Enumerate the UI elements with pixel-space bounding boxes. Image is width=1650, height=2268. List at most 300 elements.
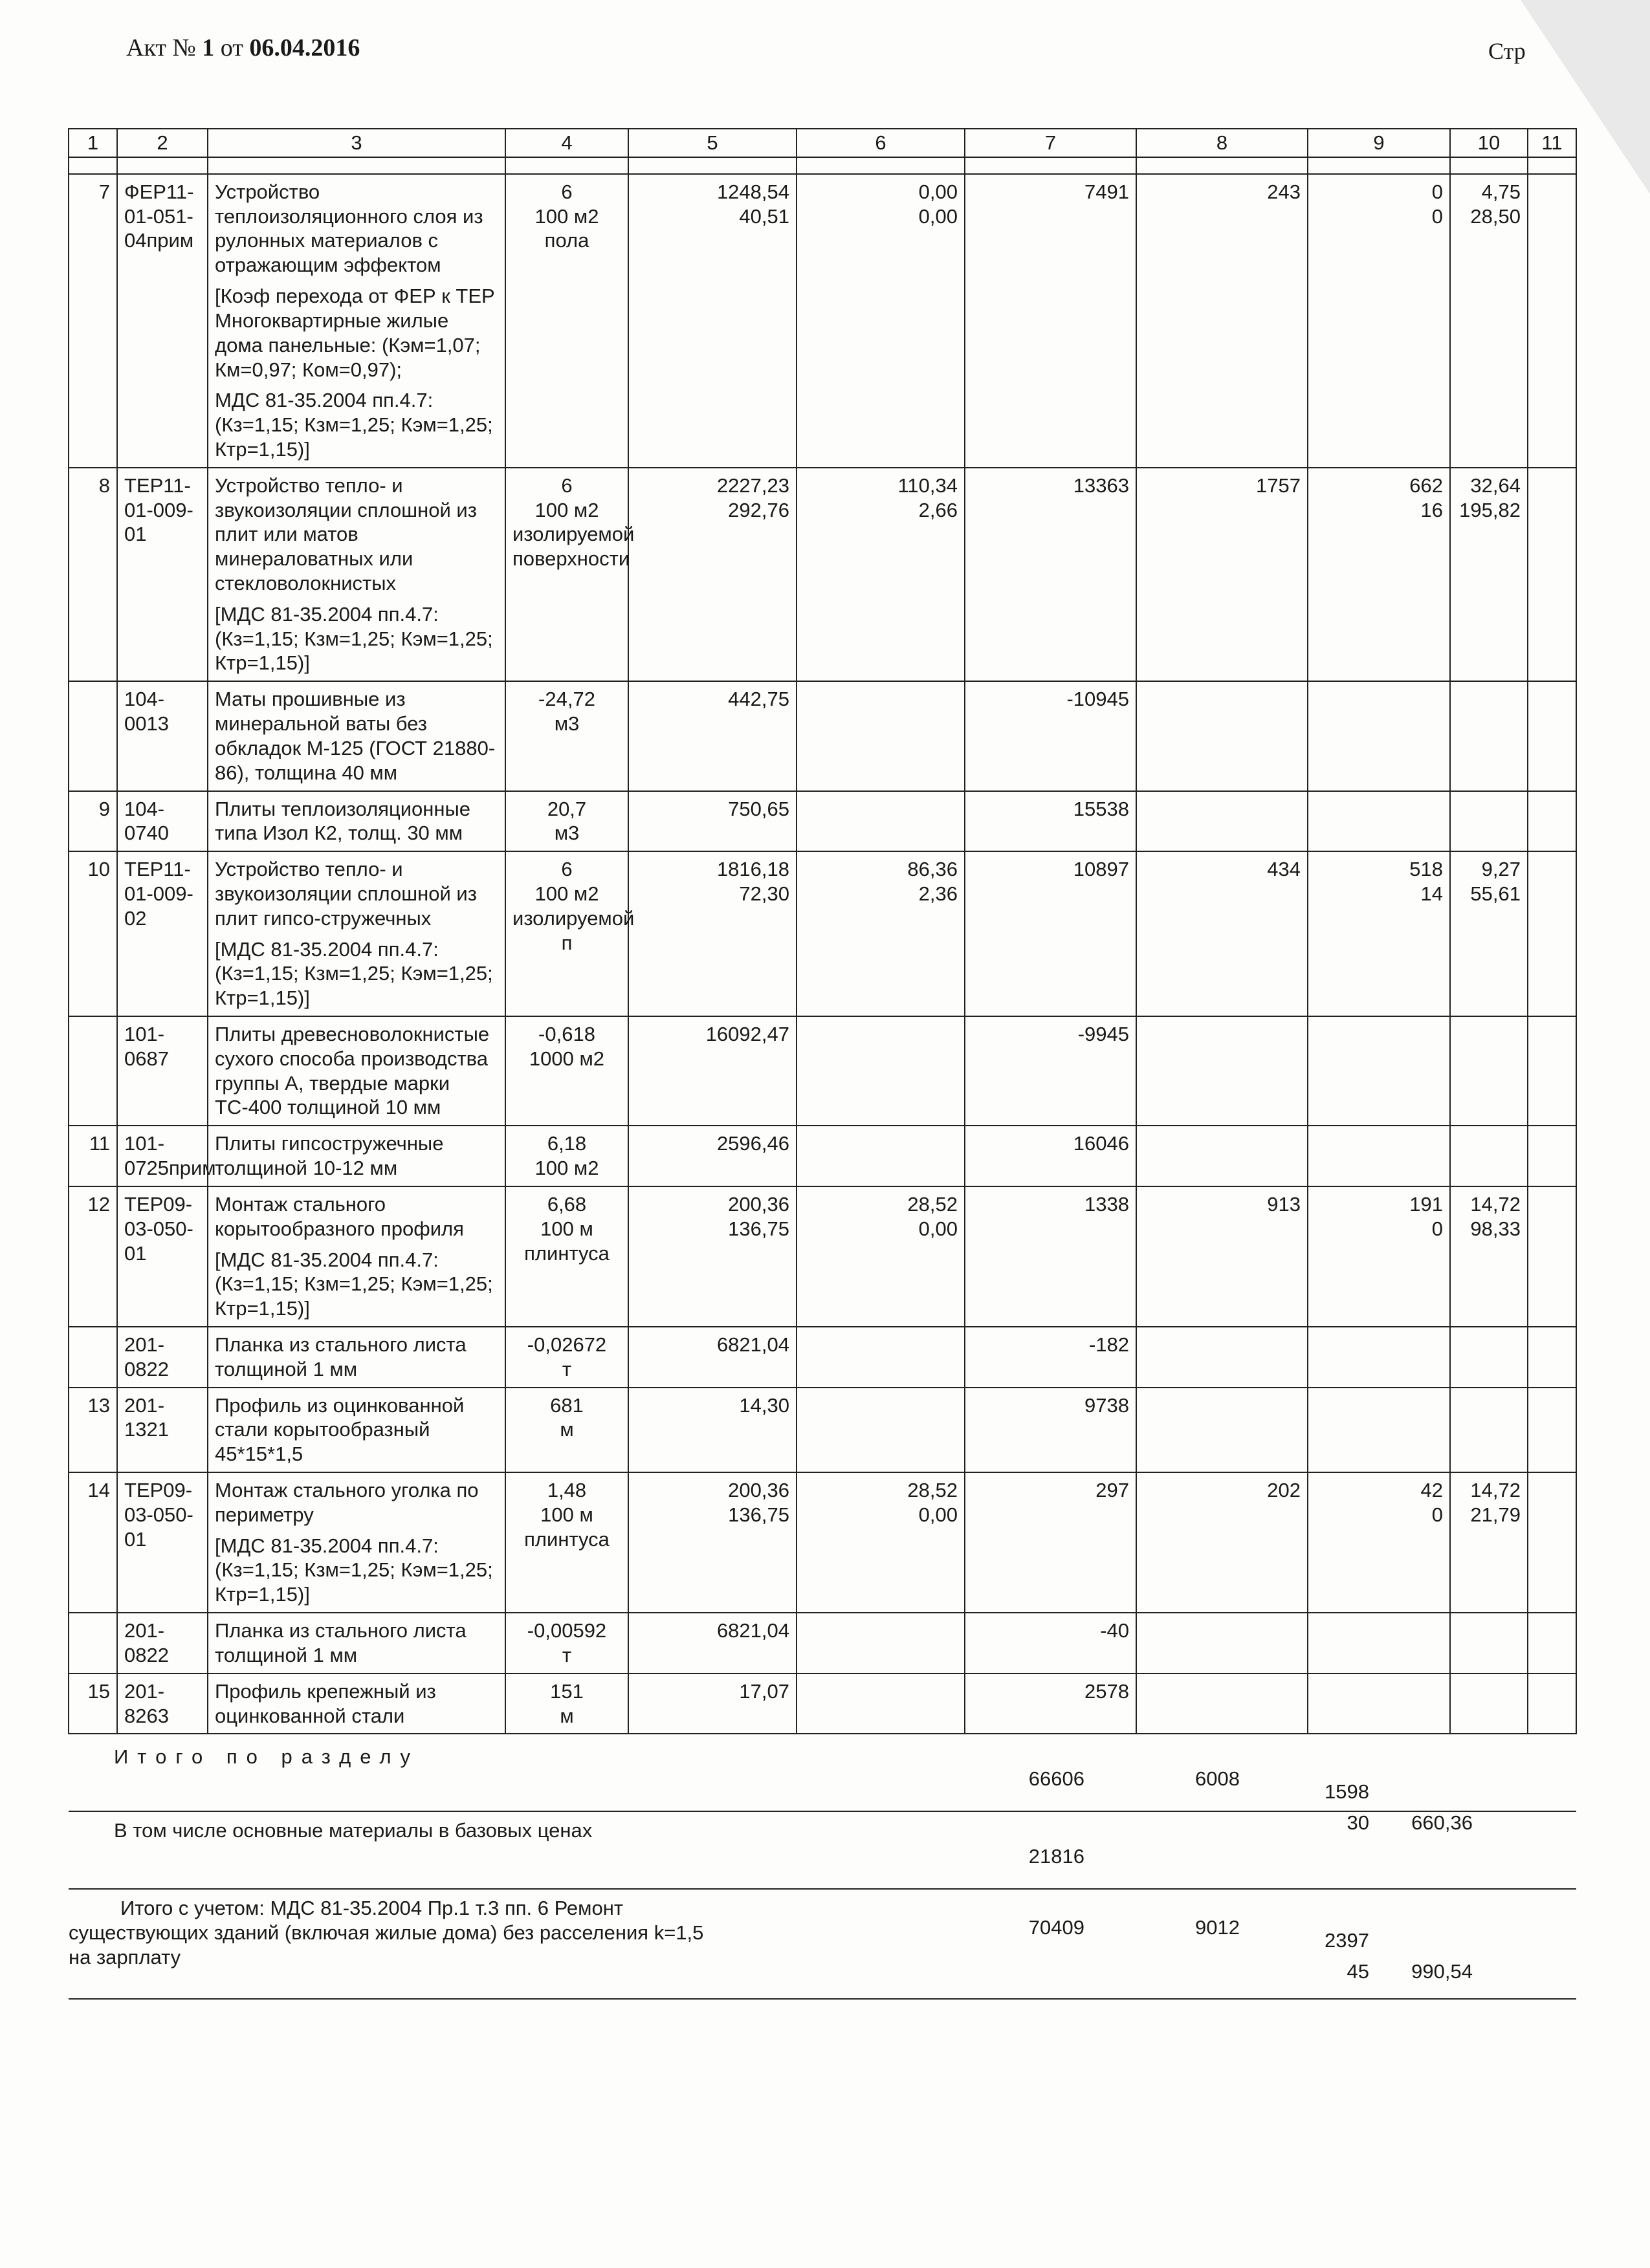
totals-block	[69, 1896, 1576, 1993]
position-number	[69, 1674, 117, 1734]
machine-wage	[1308, 791, 1450, 852]
act-from: от	[220, 34, 243, 61]
extra-column	[1528, 1327, 1576, 1388]
unit: т	[562, 1357, 572, 1380]
extra-column	[1528, 791, 1576, 852]
wage-cost	[1136, 851, 1308, 1016]
rate-code-text: ТЕР11-01-009-02	[124, 858, 193, 930]
quantity-unit	[505, 1016, 628, 1126]
total-cost	[965, 1472, 1136, 1613]
total-cost-value: -9945	[1077, 1023, 1129, 1045]
labor-hours-value: 98,33	[1470, 1217, 1521, 1240]
machine-wage-value: 191	[1409, 1192, 1443, 1216]
position-number-text: 10	[87, 858, 110, 881]
column-number: 1	[69, 129, 117, 157]
quantity-unit	[505, 681, 628, 791]
work-name-text: Профиль из оцинкованной стали корытообразный 45*15*1,5	[215, 1393, 465, 1466]
wage-cost	[1136, 1674, 1308, 1734]
total-cost	[965, 851, 1136, 1016]
wage-cost	[1136, 681, 1308, 791]
work-note: [МДС 81-35.2004 пп.4.7: (Кз=1,15; Кзм=1,25; Кэм=1,25; Ктр=1,15)]	[215, 602, 493, 675]
unit-price-value: 2596,46	[716, 1132, 789, 1155]
labor-hours	[1450, 1126, 1528, 1186]
wage-cost	[1136, 468, 1308, 682]
work-name	[208, 1016, 505, 1126]
totals-labor-hours: 660,36	[1411, 1811, 1473, 1835]
rate-code	[117, 468, 208, 682]
position-number	[69, 791, 117, 852]
totals-label: В том числе основные материалы в базовых ценах	[114, 1819, 593, 1842]
unit-price	[628, 1016, 797, 1126]
unit: м	[560, 1418, 574, 1441]
work-name-text: Плиты гипсостружечные толщиной 10-12 мм	[215, 1132, 444, 1180]
work-note: [МДС 81-35.2004 пп.4.7: (Кз=1,15; Кзм=1,25; Кэм=1,25; Ктр=1,15)]	[215, 1534, 493, 1606]
unit-price-value: 1816,18	[716, 858, 789, 881]
labor-hours-value: 14,72	[1470, 1479, 1521, 1501]
machine-cost	[797, 1613, 965, 1674]
rate-code-text: 101-0725прим	[124, 1132, 216, 1180]
rate-code	[117, 1472, 208, 1613]
unit-price	[628, 1327, 797, 1388]
machine-wage	[1308, 468, 1450, 682]
machine-cost	[797, 468, 965, 682]
wage-cost	[1136, 1613, 1308, 1674]
unit: 1000 м2	[529, 1047, 605, 1070]
wage-cost	[1136, 1126, 1308, 1186]
labor-hours	[1450, 1472, 1528, 1613]
wage-cost	[1136, 1388, 1308, 1472]
total-cost	[965, 1327, 1136, 1388]
wage-cost	[1136, 174, 1308, 468]
rate-code-text: ТЕР09-03-050-01	[124, 1479, 193, 1551]
totals-machine-wage-extra: 30	[1347, 1811, 1369, 1835]
machine-wage-value: 662	[1409, 474, 1443, 497]
quantity: -0,618	[538, 1023, 595, 1045]
total-cost	[965, 1674, 1136, 1734]
unit-price-value: 442,75	[728, 688, 789, 711]
labor-hours	[1450, 1613, 1528, 1674]
column-number: 7	[965, 129, 1136, 157]
unit: 100 м2 пола	[534, 204, 599, 252]
machine-cost-value: 28,52	[907, 1479, 958, 1501]
unit-price-value: 1248,54	[716, 180, 789, 203]
labor-hours-value: 4,75	[1481, 180, 1521, 203]
work-name	[208, 174, 505, 468]
total-cost	[965, 468, 1136, 682]
totals-total-cost: 70409	[1028, 1916, 1084, 1939]
rate-code	[117, 1674, 208, 1734]
extra-column	[1528, 1126, 1576, 1186]
column-number: 6	[797, 129, 965, 157]
position-number	[69, 468, 117, 682]
rate-code	[117, 1613, 208, 1674]
total-cost	[965, 1186, 1136, 1327]
machine-wage	[1308, 1613, 1450, 1674]
unit-price-value: 16092,47	[705, 1023, 789, 1045]
work-name-text: Планка из стального листа толщиной 1 мм	[215, 1619, 467, 1666]
totals-block	[69, 1818, 1576, 1883]
total-cost-value: 16046	[1073, 1132, 1129, 1155]
position-number-text: 14	[87, 1479, 110, 1501]
machine-wage	[1308, 1327, 1450, 1388]
work-name	[208, 791, 505, 852]
labor-hours	[1450, 851, 1528, 1016]
table-row	[69, 1327, 1576, 1388]
work-name-text: Плиты древесноволокнистые сухого способа производства группы А, твердые марки ТС-400 толщиной 10 мм	[215, 1023, 490, 1119]
labor-hours	[1450, 1016, 1528, 1126]
unit: 100 м2	[534, 1157, 599, 1180]
machine-cost-value: 0,00	[918, 1217, 958, 1240]
machine-cost	[797, 1388, 965, 1472]
labor-hours-value: 55,61	[1470, 882, 1521, 905]
labor-hours-value: 28,50	[1470, 204, 1521, 228]
unit: 100 м2 изолируемой п	[512, 882, 635, 954]
quantity-unit	[505, 791, 628, 852]
unit: м3	[554, 712, 580, 736]
column-number: 11	[1528, 129, 1576, 157]
machine-cost-value: 0,00	[918, 1503, 958, 1526]
extra-column	[1528, 1016, 1576, 1126]
position-number	[69, 1613, 117, 1674]
machine-cost	[797, 1472, 965, 1613]
unit-price	[628, 1674, 797, 1734]
rate-code-text: 201-0822	[124, 1333, 169, 1380]
quantity-unit	[505, 1186, 628, 1327]
total-cost-value: 10897	[1073, 858, 1129, 881]
labor-hours-value: 32,64	[1470, 474, 1521, 497]
labor-hours-value: 195,82	[1459, 498, 1521, 521]
extra-column	[1528, 1674, 1576, 1734]
position-number-text: 7	[98, 180, 110, 203]
act-table	[68, 128, 1577, 2000]
unit-price	[628, 1472, 797, 1613]
work-note: [МДС 81-35.2004 пп.4.7: (Кз=1,15; Кзм=1,25; Кэм=1,25; Ктр=1,15)]	[215, 937, 493, 1010]
total-cost	[965, 791, 1136, 852]
rate-code	[117, 1186, 208, 1327]
rate-code-text: 201-8263	[124, 1679, 169, 1727]
column-number-row	[69, 129, 1576, 157]
unit-price	[628, 174, 797, 468]
labor-hours-value: 14,72	[1470, 1192, 1521, 1216]
rate-code-text: ТЕР11-01-009-01	[124, 474, 193, 546]
quantity: -0,00592	[527, 1619, 607, 1642]
quantity: 20,7	[547, 797, 587, 820]
total-cost	[965, 1388, 1136, 1472]
machine-cost	[797, 1126, 965, 1186]
position-number	[69, 1186, 117, 1327]
rate-code	[117, 1126, 216, 1186]
table-row	[69, 1472, 1576, 1613]
totals-row	[69, 1734, 1576, 1811]
table-row	[69, 791, 1576, 852]
wage-cost-value: 243	[1267, 180, 1301, 203]
wage-cost-value: 202	[1267, 1479, 1301, 1501]
position-number-text: 13	[87, 1393, 110, 1417]
quantity-unit	[505, 1674, 628, 1734]
machine-cost	[797, 1674, 965, 1734]
machine-wage	[1308, 1186, 1450, 1327]
unit-price-value: 14,30	[739, 1393, 789, 1417]
act-title	[126, 34, 360, 62]
table-row	[69, 1388, 1576, 1472]
work-name-text: Монтаж стального уголка по периметру	[215, 1479, 479, 1526]
wage-cost-value: 913	[1267, 1192, 1301, 1216]
totals-labor-hours: 990,54	[1411, 1960, 1473, 1983]
position-number	[69, 1472, 117, 1613]
labor-hours	[1450, 174, 1528, 468]
wage-cost	[1136, 1016, 1308, 1126]
position-number	[69, 1388, 117, 1472]
machine-cost	[797, 681, 965, 791]
quantity: 681	[550, 1393, 584, 1417]
position-number	[69, 681, 117, 791]
total-cost-value: 9738	[1084, 1393, 1129, 1417]
work-name	[208, 468, 505, 682]
rate-code-text: 101-0687	[124, 1023, 169, 1070]
machine-wage	[1308, 1126, 1450, 1186]
table-row	[69, 1016, 1576, 1126]
position-number	[69, 1016, 117, 1126]
totals-body	[69, 1734, 1576, 1999]
rate-code	[117, 1388, 208, 1472]
extra-column	[1528, 681, 1576, 791]
machine-wage-value: 14	[1420, 882, 1443, 905]
position-number	[69, 851, 117, 1016]
quantity-unit	[505, 1613, 628, 1674]
totals-label: Итого с учетом: МДС 81-35.2004 Пр.1 т.3 пп. 6 Ремонт существующих зданий (включая жилые дома) без расселения k=1,5 на зарплату	[69, 1897, 704, 1968]
column-number: 3	[208, 129, 505, 157]
labor-hours	[1450, 468, 1528, 682]
totals-wage-cost: 9012	[1195, 1916, 1240, 1939]
column-number: 4	[505, 129, 628, 157]
total-cost-value: -40	[1100, 1619, 1129, 1642]
work-name	[208, 1327, 505, 1388]
position-number-text: 11	[89, 1132, 110, 1155]
table-row	[69, 1186, 1576, 1327]
extra-column	[1528, 1613, 1576, 1674]
unit-price	[628, 851, 797, 1016]
labor-hours-value: 9,27	[1481, 858, 1521, 881]
rate-code	[117, 791, 208, 852]
machine-cost	[797, 791, 965, 852]
labor-hours-value: 21,79	[1470, 1503, 1521, 1526]
rate-code-text: 201-0822	[124, 1619, 169, 1666]
total-cost	[965, 681, 1136, 791]
quantity-unit	[505, 1472, 628, 1613]
quantity: 6,68	[547, 1192, 587, 1216]
machine-wage	[1308, 1674, 1450, 1734]
unit-price-value: 292,76	[728, 498, 789, 521]
rate-code-text: 201-1321	[124, 1393, 169, 1441]
unit-price	[628, 1613, 797, 1674]
labor-hours	[1450, 1388, 1528, 1472]
quantity: -0,02672	[527, 1333, 607, 1356]
totals-wage-cost: 6008	[1195, 1767, 1240, 1791]
machine-wage-value: 518	[1409, 858, 1443, 881]
totals-label: Итого по разделу	[114, 1745, 420, 1769]
unit-price-value: 17,07	[739, 1679, 789, 1703]
unit: т	[562, 1643, 572, 1666]
work-name-text: Устройство теплоизоляционного слоя из рулонных материалов с отражающим эффектом	[215, 180, 483, 277]
machine-wage-value: 0	[1431, 1217, 1443, 1240]
total-cost-value: 2578	[1084, 1679, 1129, 1703]
total-cost-value: 13363	[1073, 474, 1129, 497]
column-number: 9	[1308, 129, 1450, 157]
unit-price-value: 72,30	[739, 882, 789, 905]
act-date: 06.04.2016	[249, 34, 360, 61]
page-label: Стр	[1488, 38, 1526, 64]
column-number: 5	[628, 129, 797, 157]
machine-cost	[797, 1016, 965, 1126]
act-prefix: Акт №	[126, 34, 196, 61]
position-number-text: 8	[98, 474, 110, 497]
machine-wage-value: 0	[1431, 1503, 1443, 1526]
unit: 100 м плинтуса	[524, 1217, 610, 1265]
work-note: [Коэф перехода от ФЕР к ТЕР Многоквартирные жилые дома панельные: (Кэм=1,07; Км=0,97; Ком=0,97);	[215, 285, 495, 381]
unit-price-value: 200,36	[728, 1479, 789, 1501]
labor-hours	[1450, 791, 1528, 852]
quantity: 151	[550, 1679, 584, 1703]
position-number-text: 9	[98, 797, 110, 820]
total-cost-value: 7491	[1084, 180, 1129, 203]
unit-price	[628, 1186, 797, 1327]
column-number: 2	[117, 129, 208, 157]
extra-column	[1528, 468, 1576, 682]
unit-price	[628, 681, 797, 791]
quantity-unit	[505, 174, 628, 468]
work-name	[208, 1186, 505, 1327]
total-cost-value: 297	[1095, 1479, 1129, 1501]
unit-price-value: 200,36	[728, 1192, 789, 1216]
machine-cost	[797, 1186, 965, 1327]
work-name-text: Маты прошивные из минеральной ваты без обкладок М-125 (ГОСТ 21880-86), толщина 40 мм	[215, 688, 496, 784]
table-row	[69, 1674, 1576, 1734]
labor-hours	[1450, 1674, 1528, 1734]
position-number	[69, 1327, 117, 1388]
work-note: МДС 81-35.2004 пп.4.7: (Кз=1,15; Кзм=1,25; Кэм=1,25; Ктр=1,15)]	[215, 389, 493, 461]
extra-column	[1528, 1388, 1576, 1472]
machine-cost	[797, 174, 965, 468]
work-name	[208, 851, 505, 1016]
totals-total-cost: 21816	[1028, 1845, 1084, 1868]
act-number: 1	[202, 34, 215, 61]
total-cost-value: 1338	[1084, 1192, 1129, 1216]
machine-cost-value: 86,36	[907, 858, 958, 881]
work-name	[208, 1388, 505, 1472]
unit: 100 м плинтуса	[524, 1503, 610, 1551]
totals-row	[69, 1889, 1576, 1999]
machine-wage-value: 0	[1431, 204, 1443, 228]
total-cost	[965, 1126, 1136, 1186]
unit-price-value: 6821,04	[716, 1619, 789, 1642]
quantity-unit	[505, 1126, 628, 1186]
quantity: 6	[561, 180, 573, 203]
work-name-text: Устройство тепло- и звукоизоляции сплошной из плит гипсо-стружечных	[215, 858, 477, 930]
work-name-text: Плиты теплоизоляционные типа Изол К2, толщ. 30 мм	[215, 797, 471, 845]
wage-cost	[1136, 1327, 1308, 1388]
unit-price-value: 6821,04	[716, 1333, 789, 1356]
position-number	[69, 174, 117, 468]
unit: 100 м2 изолируемой поверхности	[512, 498, 635, 571]
rate-code-text: ФЕР11-01-051-04прим	[124, 180, 194, 252]
unit: м	[560, 1704, 574, 1727]
position-number-text: 12	[87, 1192, 110, 1216]
column-number: 10	[1450, 129, 1528, 157]
quantity-unit	[505, 1388, 628, 1472]
machine-wage	[1308, 851, 1450, 1016]
work-note: [МДС 81-35.2004 пп.4.7: (Кз=1,15; Кзм=1,25; Кэм=1,25; Ктр=1,15)]	[215, 1248, 493, 1320]
unit-price	[628, 468, 797, 682]
wage-cost	[1136, 1186, 1308, 1327]
rate-code	[117, 174, 208, 468]
labor-hours	[1450, 681, 1528, 791]
work-name-text: Монтаж стального корытообразного профиля	[215, 1192, 464, 1240]
work-name-text: Профиль крепежный из оцинкованной стали	[215, 1679, 436, 1727]
work-name	[208, 1126, 505, 1186]
rate-code-text: 104-0740	[124, 797, 169, 845]
rate-code-text: 104-0013	[124, 688, 169, 736]
total-cost-value: 15538	[1073, 797, 1129, 820]
quantity-unit	[505, 851, 635, 1016]
unit-price-value: 750,65	[728, 797, 789, 820]
machine-cost-value: 28,52	[907, 1192, 958, 1216]
table-row	[69, 1126, 1576, 1186]
machine-wage	[1308, 1388, 1450, 1472]
work-name	[208, 1613, 505, 1674]
work-name-text: Устройство тепло- и звукоизоляции сплошной из плит или матов минераловатных или стекловолокнистых	[215, 474, 477, 594]
machine-cost-value: 0,00	[918, 180, 958, 203]
quantity-unit	[505, 468, 635, 682]
total-cost	[965, 1016, 1136, 1126]
unit-price	[628, 791, 797, 852]
machine-cost	[797, 1327, 965, 1388]
rate-code	[117, 1016, 208, 1126]
extra-column	[1528, 174, 1576, 468]
column-number: 8	[1136, 129, 1308, 157]
machine-wage	[1308, 1016, 1450, 1126]
rate-code	[117, 1327, 208, 1388]
unit-price	[628, 1388, 797, 1472]
work-name	[208, 681, 505, 791]
table-body	[69, 174, 1576, 1734]
unit: м3	[554, 822, 580, 845]
machine-cost-value: 110,34	[897, 474, 958, 497]
quantity-unit	[505, 1327, 628, 1388]
wage-cost	[1136, 791, 1308, 852]
extra-column	[1528, 1186, 1576, 1327]
position-number	[69, 1126, 117, 1186]
unit-price-value: 136,75	[728, 1217, 789, 1240]
total-cost-value: -182	[1088, 1333, 1129, 1356]
work-name	[208, 1472, 505, 1613]
labor-hours	[1450, 1186, 1528, 1327]
unit-price-value: 2227,23	[716, 474, 789, 497]
total-cost-value: -10945	[1066, 688, 1129, 711]
machine-cost-value: 2,66	[918, 498, 958, 521]
totals-row	[69, 1811, 1576, 1889]
unit-price-value: 136,75	[728, 1503, 789, 1526]
table-row	[69, 468, 1576, 682]
wage-cost-value: 1757	[1256, 474, 1301, 497]
quantity: 1,48	[547, 1479, 587, 1501]
position-number-text: 15	[87, 1679, 110, 1703]
unit-price	[628, 1126, 797, 1186]
totals-machine-wage-extra: 45	[1347, 1960, 1369, 1983]
table-row	[69, 1613, 1576, 1674]
quantity: -24,72	[538, 688, 595, 711]
totals-machine-wage: 1598	[1325, 1780, 1369, 1804]
machine-cost-value: 0,00	[918, 204, 958, 228]
